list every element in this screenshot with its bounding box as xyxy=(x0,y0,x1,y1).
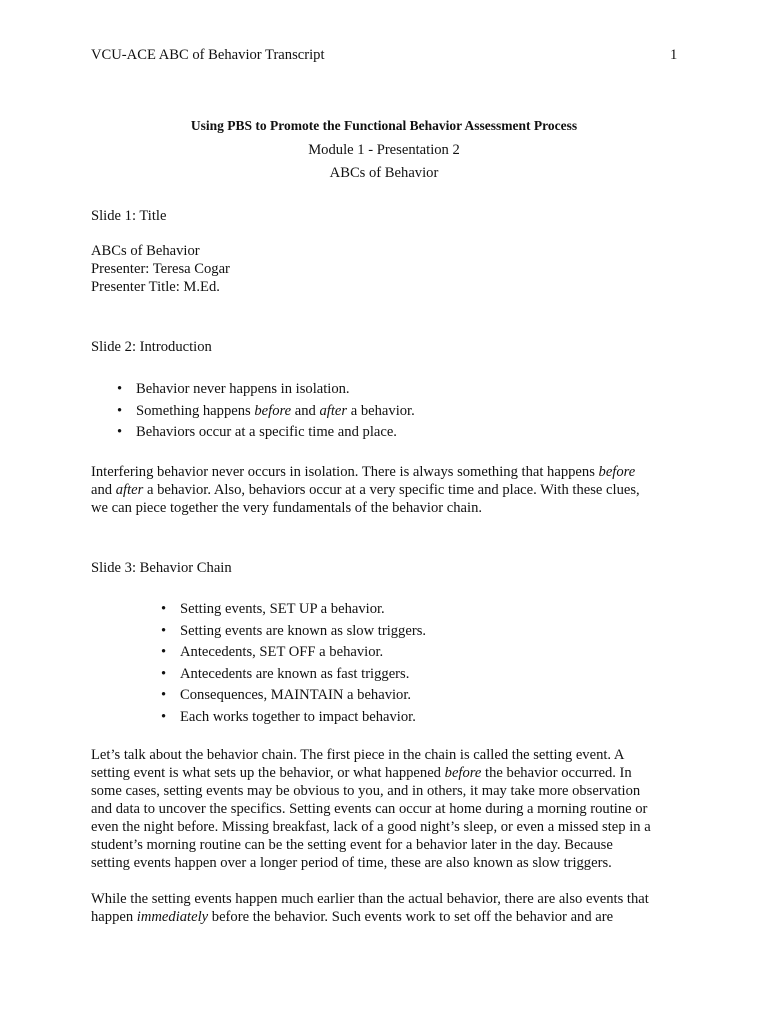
paragraph-text: While the setting events happen much earlier than the actual behavior, there are also events that xyxy=(91,891,649,907)
paragraph-text: setting events happen over a longer period of time, these are also known as slow triggers. xyxy=(91,855,612,871)
running-header-title: VCU-ACE ABC of Behavior Transcript xyxy=(91,47,325,63)
slide2-paragraph xyxy=(91,463,691,517)
bullet-text: Antecedents, SET OFF a behavior. xyxy=(180,644,384,661)
paragraph-line xyxy=(91,818,691,836)
slide3-paragraph-1 xyxy=(91,746,691,872)
paragraph-text: before the behavior. Such events work to set off the behavior and are xyxy=(208,909,614,925)
document-main-title: Using PBS to Promote the Functional Behavior Assessment Process xyxy=(190,118,578,133)
paragraph-text: we can piece together the very fundamentals of the behavior chain. xyxy=(91,500,483,516)
paragraph-line xyxy=(91,463,691,481)
slide3-paragraph-2 xyxy=(91,890,691,926)
bullet-dot: • xyxy=(161,622,167,639)
bullet-text: Setting events, SET UP a behavior. xyxy=(180,601,385,617)
bullet-emphasis: after xyxy=(319,402,348,419)
bullet-dot: • xyxy=(117,402,123,419)
paragraph-text: the behavior occurred. In xyxy=(481,765,632,781)
bullet-dot: • xyxy=(161,644,167,661)
bullet-text: Behaviors occur at a specific time and place. xyxy=(136,424,397,441)
slide1-details xyxy=(91,242,691,296)
paragraph-text: happen xyxy=(91,909,137,925)
bullet-text: Setting events are known as slow triggers. xyxy=(180,622,427,639)
bullet-text: Behavior never happens in isolation. xyxy=(136,381,350,397)
bullet-dot: • xyxy=(161,687,167,704)
bullet-text: Each works together to impact behavior. xyxy=(180,708,416,725)
paragraph-text: student’s morning routine can be the setting event for a behavior later in the day. Because xyxy=(91,837,613,853)
bullet-text: and xyxy=(291,402,320,419)
paragraph-text: Let’s talk about the behavior chain. The first piece in the chain is called the setting event. A xyxy=(91,747,625,763)
document-module-line: Module 1 - Presentation 2 xyxy=(308,142,460,158)
bullet-text: Something happens xyxy=(136,402,255,419)
paragraph-text: a behavior. Also, behaviors occur at a very specific time and place. With these clues, xyxy=(143,482,640,498)
document-subtitle: ABCs of Behavior xyxy=(329,165,439,181)
paragraph-emphasis: before xyxy=(444,765,482,781)
paragraph-emphasis: before xyxy=(598,464,636,480)
slide1-line: Presenter: Teresa Cogar xyxy=(91,261,230,277)
paragraph-text: some cases, setting events may be obvious to you, and in others, it may take more observation xyxy=(91,783,641,799)
paragraph-line xyxy=(91,800,691,818)
bullet-dot: • xyxy=(117,381,123,397)
bullet-emphasis: before xyxy=(254,402,292,419)
paragraph-emphasis: immediately xyxy=(136,909,209,925)
paragraph-text: Interfering behavior never occurs in isolation. There is always something that happens xyxy=(91,464,599,480)
slide1-line: ABCs of Behavior xyxy=(91,243,200,259)
paragraph-text: even the night before. Missing breakfast, lack of a good night’s sleep, or even a missed step in a xyxy=(91,819,651,835)
slide1-heading: Slide 1: Title xyxy=(91,208,167,224)
paragraph-line xyxy=(91,854,691,872)
paragraph-line xyxy=(91,908,691,926)
slide3-heading: Slide 3: Behavior Chain xyxy=(91,560,232,576)
bullet-dot: • xyxy=(117,424,123,441)
paragraph-line xyxy=(91,836,691,854)
paragraph-text: setting event is what sets up the behavior, or what happened xyxy=(91,765,445,781)
paragraph-line xyxy=(91,890,691,908)
slide2-heading: Slide 2: Introduction xyxy=(91,339,212,355)
paragraph-emphasis: after xyxy=(115,482,144,498)
paragraph-line xyxy=(91,764,691,782)
bullet-text: Consequences, MAINTAIN a behavior. xyxy=(180,687,412,704)
slide1-line: Presenter Title: M.Ed. xyxy=(91,279,220,295)
bullet-dot: • xyxy=(161,708,167,725)
page-number: 1 xyxy=(670,47,678,63)
bullet-dot: • xyxy=(161,601,167,617)
paragraph-text: and data to uncover the specifics. Setting events can occur at home during a morning routine or xyxy=(91,801,648,817)
bullet-dot: • xyxy=(161,665,167,682)
bullet-text: Antecedents are known as fast triggers. xyxy=(180,665,410,682)
bullet-text: a behavior. xyxy=(347,402,415,419)
paragraph-line xyxy=(91,782,691,800)
paragraph-line xyxy=(91,481,691,499)
paragraph-text: and xyxy=(91,482,116,498)
paragraph-line xyxy=(91,499,691,517)
paragraph-line xyxy=(91,746,691,764)
